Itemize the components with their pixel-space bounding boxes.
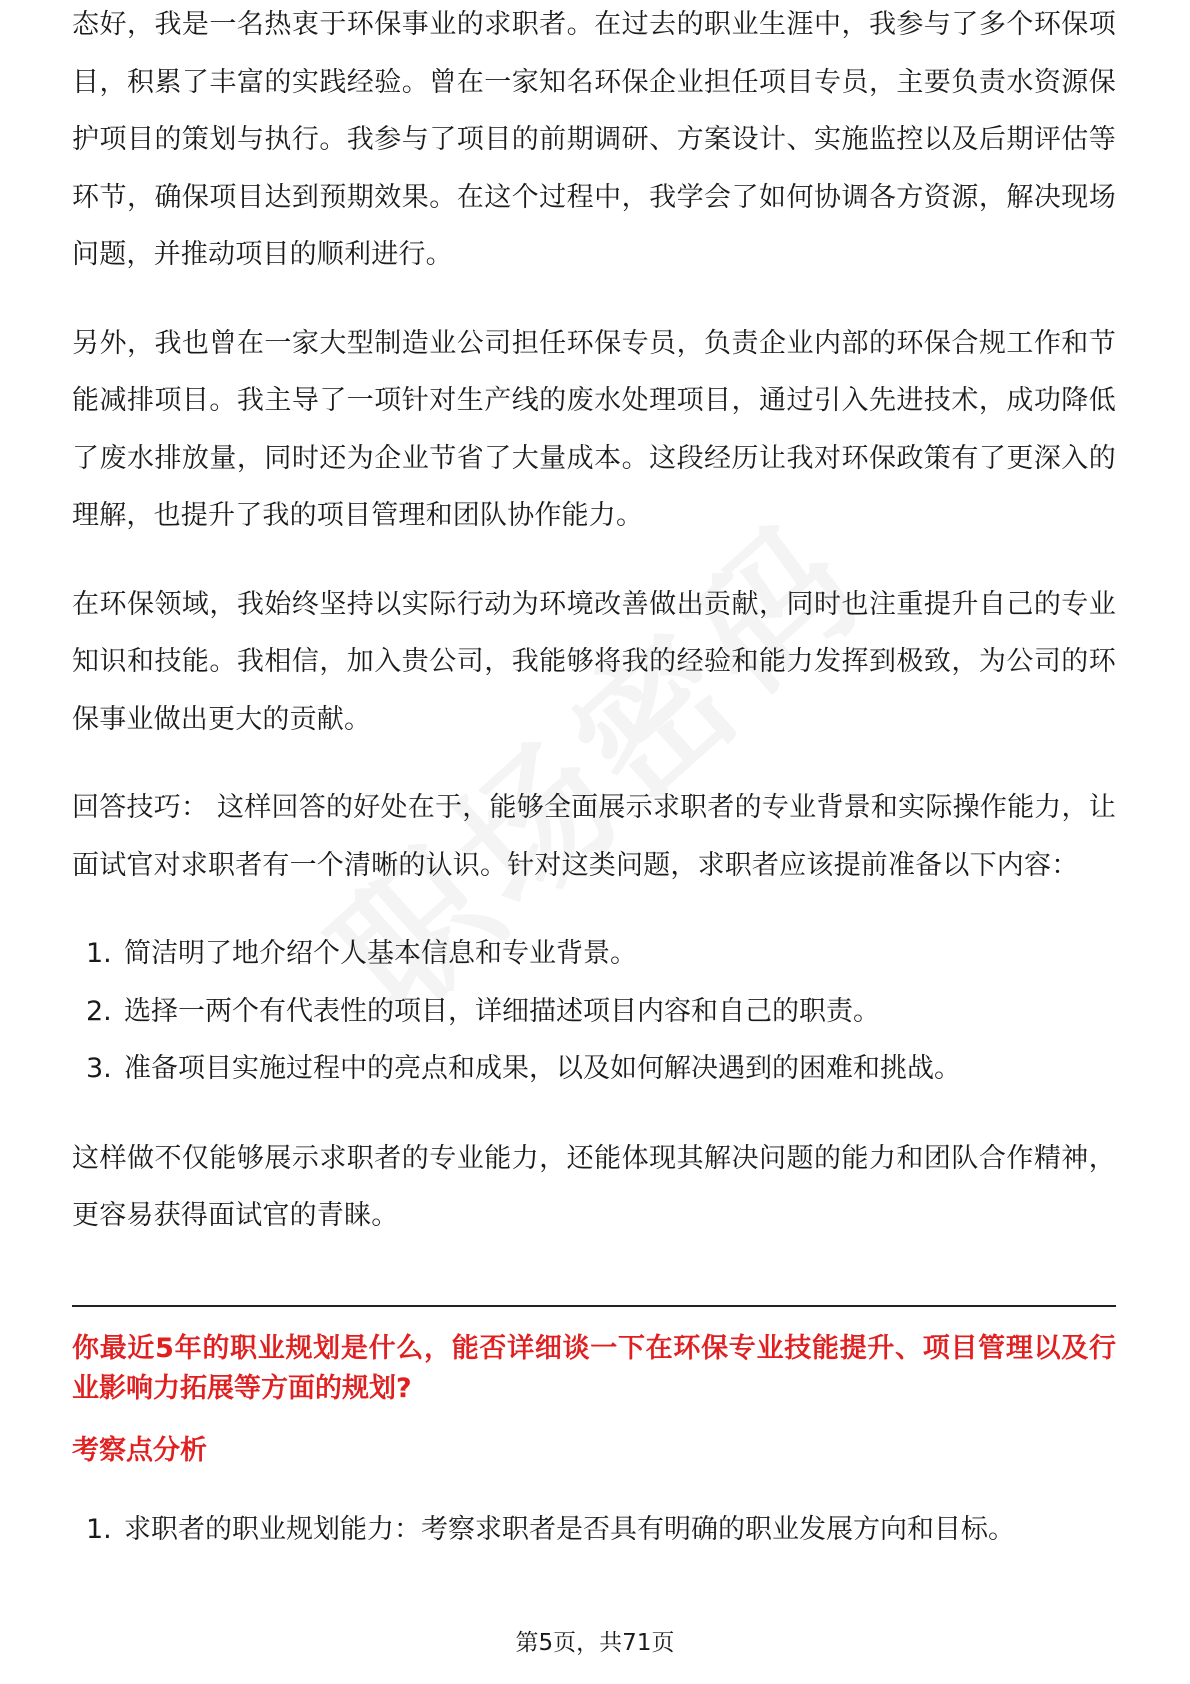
answer-paragraph-3: 在环保领域，我始终坚持以实际行动为环境改善做出贡献，同时也注重提升自己的专业知识和技能。我相信，加入贵公司，我能够将我的经验和能力发挥到极致，为公司的环保事业做出更大的贡献。 [72,588,1116,735]
list-item-text: 准备项目实施过程中的亮点和成果，以及如何解决遇到的困难和挑战。 [124,1053,961,1084]
closing-paragraph: 这样做不仅能够展示求职者的专业能力，还能体现其解决问题的能力和团队合作精神，更容易获得面试官的青睐。 [72,1142,1116,1231]
list-item-number: 2. [86,995,112,1027]
analysis-heading: 考察点分析 [72,1434,207,1466]
answer-paragraph-2: 另外，我也曾在一家大型制造业公司担任环保专员，负责企业内部的环保合规工作和节能减排项目。我主导了一项针对生产线的废水处理项目，通过引入先进技术，成功降低了废水排放量，同时还为企业节省了大量成本。这段经历让我对环保政策有了更深入的理解，也提升了我的项目管理和团队协作能力。 [72,327,1116,531]
tips-list [72,925,1116,1098]
list-item-number: 3. [86,1053,112,1084]
list-item [86,925,1116,983]
list-item-number: 1. [86,1513,112,1545]
list-item [86,983,1116,1041]
list-item [86,1040,1116,1098]
answer-tips-intro: 回答技巧： 这样回答的好处在于，能够全面展示求职者的专业背景和实际操作能力，让面试官对求职者有一个清晰的认识。针对这类问题，求职者应该提前准备以下内容： [72,792,1116,881]
list-item [86,1501,1116,1559]
list-item-text: 简洁明了地介绍个人基本信息和专业背景。 [124,938,637,969]
list-item-number: 1. [86,938,112,969]
section-divider [72,1305,1116,1307]
page-number: 第5页，共71页 [515,1630,675,1656]
interview-question: 你最近5年的职业规划是什么，能否详细谈一下在环保专业技能提升、项目管理以及行业影响力拓展等方面的规划? [72,1332,1116,1404]
analysis-list [72,1501,1116,1559]
answer-paragraph-1: 态好，我是一名热衷于环保事业的求职者。在过去的职业生涯中，我参与了多个环保项目，积累了丰富的实践经验。曾在一家知名环保企业担任项目专员，主要负责水资源保护项目的策划与执行。我参与了项目的前期调研、方案设计、实施监控以及后期评估等环节，确保项目达到预期效果。在这个过程中，我学会了如何协调各方资源，解决现场问题，并推动项目的顺利进行。 [72,9,1116,270]
list-item-text: 求职者的职业规划能力：考察求职者是否具有明确的职业发展方向和目标。 [124,1513,1015,1545]
page-content [72,9,1116,1558]
list-item-text: 选择一两个有代表性的项目，详细描述项目内容和自己的职责。 [124,995,880,1027]
